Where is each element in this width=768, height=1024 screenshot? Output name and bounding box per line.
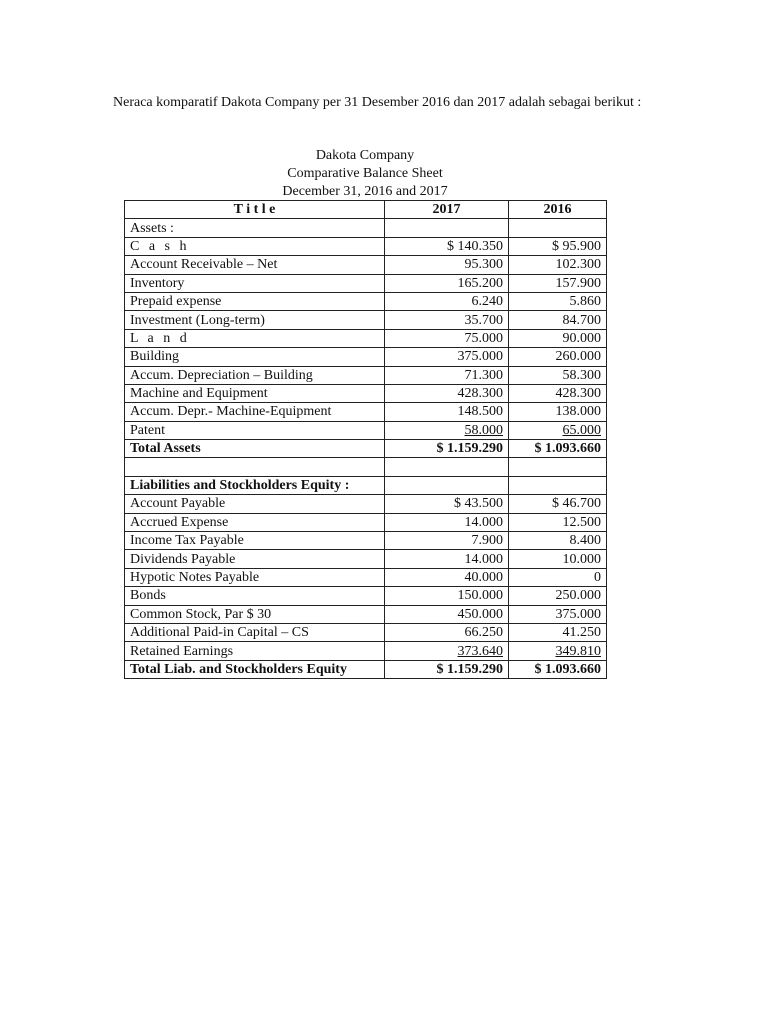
value-2017: 71.300 xyxy=(385,366,509,384)
row-title: Inventory xyxy=(125,274,385,292)
value-2016-value: 65.000 xyxy=(562,422,601,438)
row-title: Investment (Long-term) xyxy=(125,311,385,329)
value-2017 xyxy=(385,421,509,439)
value-2017: 148.500 xyxy=(385,403,509,421)
table-row xyxy=(125,513,607,531)
spacer-row xyxy=(125,458,607,476)
value-2016: 8.400 xyxy=(509,532,607,550)
value-2016: 58.300 xyxy=(509,366,607,384)
row-title: Bonds xyxy=(125,587,385,605)
value-2017: 75.000 xyxy=(385,329,509,347)
value-2017: 165.200 xyxy=(385,274,509,292)
row-title: Account Receivable – Net xyxy=(125,256,385,274)
empty-cell-2017 xyxy=(385,458,509,476)
value-2017: 150.000 xyxy=(385,587,509,605)
row-title: Account Payable xyxy=(125,495,385,513)
total-2017: $ 1.159.290 xyxy=(385,440,509,458)
report-title: Comparative Balance Sheet xyxy=(287,166,443,181)
row-title: Additional Paid-in Capital – CS xyxy=(125,623,385,641)
value-2017: 35.700 xyxy=(385,311,509,329)
value-2016: $ 46.700 xyxy=(509,495,607,513)
value-2017: 14.000 xyxy=(385,513,509,531)
row-title: Accrued Expense xyxy=(125,513,385,531)
value-2017 xyxy=(385,642,509,660)
empty-cell-2016 xyxy=(509,219,607,237)
report-heading xyxy=(124,147,606,201)
value-2016-value: 349.810 xyxy=(555,643,601,659)
section-label-row xyxy=(125,476,607,494)
empty-cell-2016 xyxy=(509,458,607,476)
value-2016: 12.500 xyxy=(509,513,607,531)
total-title: Total Assets xyxy=(125,440,385,458)
table-row xyxy=(125,256,607,274)
value-2016 xyxy=(509,421,607,439)
value-2017: 428.300 xyxy=(385,384,509,402)
value-2016: 138.000 xyxy=(509,403,607,421)
row-title: C a s h xyxy=(125,237,385,255)
empty-cell-title xyxy=(125,458,385,476)
total-row xyxy=(125,660,607,678)
value-2017: $ 140.350 xyxy=(385,237,509,255)
table-row xyxy=(125,403,607,421)
empty-cell-2017 xyxy=(385,476,509,494)
column-header-2017: 2017 xyxy=(385,201,509,219)
balance-sheet-table xyxy=(124,200,607,679)
table-row xyxy=(125,421,607,439)
total-2016: $ 1.093.660 xyxy=(509,660,607,678)
value-2016: 375.000 xyxy=(509,605,607,623)
value-2016: 250.000 xyxy=(509,587,607,605)
value-2016: 0 xyxy=(509,568,607,586)
row-title: Machine and Equipment xyxy=(125,384,385,402)
value-2016: 157.900 xyxy=(509,274,607,292)
value-2017: 14.000 xyxy=(385,550,509,568)
value-2017-value: 58.000 xyxy=(464,422,503,438)
section-label-cell: Liabilities and Stockholders Equity : xyxy=(125,476,385,494)
row-title: Patent xyxy=(125,421,385,439)
table-row xyxy=(125,274,607,292)
value-2017: 450.000 xyxy=(385,605,509,623)
table-row xyxy=(125,495,607,513)
value-2017: 66.250 xyxy=(385,623,509,641)
table-row xyxy=(125,311,607,329)
company-name: Dakota Company xyxy=(315,148,415,163)
value-2016: 102.300 xyxy=(509,256,607,274)
value-2017-value: 373.640 xyxy=(457,643,503,659)
row-title: L a n d xyxy=(125,329,385,347)
table-row xyxy=(125,623,607,641)
table-row xyxy=(125,348,607,366)
value-2017: $ 43.500 xyxy=(385,495,509,513)
row-title: Prepaid expense xyxy=(125,292,385,310)
value-2017: 6.240 xyxy=(385,292,509,310)
value-2016: 41.250 xyxy=(509,623,607,641)
table-row xyxy=(125,366,607,384)
value-2016: 5.860 xyxy=(509,292,607,310)
section-label-cell: Assets : xyxy=(125,219,385,237)
row-title: Income Tax Payable xyxy=(125,532,385,550)
row-title: Retained Earnings xyxy=(125,642,385,660)
table-header-row xyxy=(125,201,607,219)
value-2016: 90.000 xyxy=(509,329,607,347)
section-label-row xyxy=(125,219,607,237)
table-row xyxy=(125,550,607,568)
intro-paragraph: Neraca komparatif Dakota Company per 31 Desember 2016 dan 2017 adalah sebagai berikut : xyxy=(113,95,642,110)
table-row xyxy=(125,384,607,402)
row-title: Accum. Depreciation – Building xyxy=(125,366,385,384)
empty-cell-2016 xyxy=(509,476,607,494)
row-title: Dividends Payable xyxy=(125,550,385,568)
table-row xyxy=(125,292,607,310)
row-title: Hypotic Notes Payable xyxy=(125,568,385,586)
table-row xyxy=(125,587,607,605)
table-row xyxy=(125,605,607,623)
total-row xyxy=(125,440,607,458)
table-row xyxy=(125,329,607,347)
row-title: Common Stock, Par $ 30 xyxy=(125,605,385,623)
total-2016: $ 1.093.660 xyxy=(509,440,607,458)
column-header-2016: 2016 xyxy=(509,201,607,219)
value-2016: $ 95.900 xyxy=(509,237,607,255)
value-2017: 7.900 xyxy=(385,532,509,550)
value-2017: 95.300 xyxy=(385,256,509,274)
value-2016 xyxy=(509,642,607,660)
row-title: Accum. Depr.- Machine-Equipment xyxy=(125,403,385,421)
value-2016: 84.700 xyxy=(509,311,607,329)
value-2016: 260.000 xyxy=(509,348,607,366)
value-2017: 40.000 xyxy=(385,568,509,586)
value-2017: 375.000 xyxy=(385,348,509,366)
table-row xyxy=(125,642,607,660)
table-row xyxy=(125,532,607,550)
table-row xyxy=(125,568,607,586)
value-2016: 428.300 xyxy=(509,384,607,402)
empty-cell-2017 xyxy=(385,219,509,237)
total-title: Total Liab. and Stockholders Equity xyxy=(125,660,385,678)
report-date: December 31, 2016 and 2017 xyxy=(282,184,448,199)
column-header-title: T i t l e xyxy=(125,201,385,219)
table-row xyxy=(125,237,607,255)
row-title: Building xyxy=(125,348,385,366)
total-2017: $ 1.159.290 xyxy=(385,660,509,678)
value-2016: 10.000 xyxy=(509,550,607,568)
